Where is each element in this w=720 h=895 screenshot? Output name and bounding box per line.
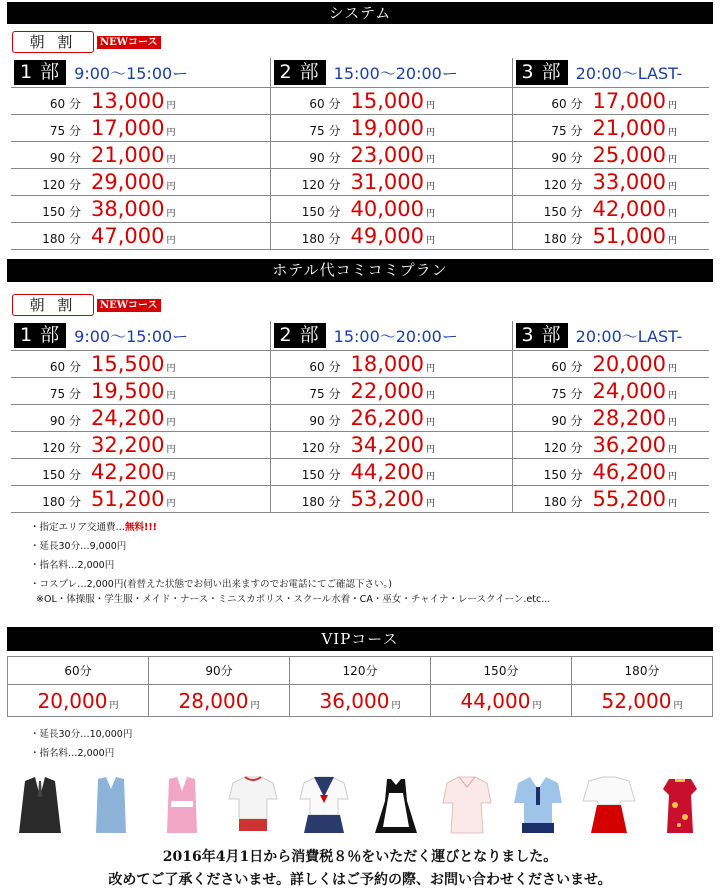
- yen-unit: 円: [425, 236, 435, 246]
- price-cell: [270, 115, 512, 142]
- price-value: 55,200: [592, 487, 666, 511]
- duration-label: 180 分: [42, 232, 81, 246]
- price-cell: [270, 405, 512, 432]
- vip-title: VIPコース: [7, 627, 713, 651]
- duration-label: 60 分: [49, 360, 81, 374]
- yen-unit: 円: [667, 128, 677, 138]
- new-course-badge: NEWコース: [97, 36, 161, 49]
- yen-unit: 円: [425, 155, 435, 165]
- time-slot-header: [11, 58, 270, 88]
- part-label: 1 部: [14, 60, 66, 85]
- duration-label: 90 分: [49, 151, 81, 165]
- table-row: [11, 115, 709, 142]
- price-cell: [270, 223, 512, 250]
- yen-unit: 円: [425, 472, 435, 482]
- price-value: 51,000: [592, 224, 666, 248]
- yen-unit: 円: [425, 445, 435, 455]
- price-cell: [512, 378, 709, 405]
- duration-label: 90 分: [551, 151, 583, 165]
- price-value: 44,000: [460, 688, 531, 713]
- price-cell: [270, 378, 512, 405]
- pink-uniform-icon: [152, 775, 212, 835]
- duration-label: 150 分: [543, 205, 583, 219]
- vip-price-cell: [290, 685, 431, 717]
- price-value: 40,000: [350, 197, 424, 221]
- table-row: [11, 459, 709, 486]
- price-value: 44,200: [350, 460, 424, 484]
- transport-note-text: ・指定エリア交通費…: [30, 522, 126, 533]
- duration-label: 150 分: [42, 468, 81, 482]
- yen-unit: 円: [166, 499, 176, 509]
- footer-tax-notice: 2016年4月1日から消費税８％をいただく運びとなりました。: [162, 849, 558, 865]
- price-cell: [11, 405, 270, 432]
- duration-label: 150 分: [42, 205, 81, 219]
- price-cell: [11, 115, 270, 142]
- price-cell: [512, 115, 709, 142]
- vip-price-cell: [572, 685, 713, 717]
- price-value: 33,000: [592, 170, 666, 194]
- yen-unit: 円: [166, 128, 176, 138]
- price-value: 51,200: [91, 487, 165, 511]
- duration-label: 180 分: [301, 495, 341, 509]
- yen-unit: 円: [667, 182, 677, 192]
- time-slot-header: [11, 321, 270, 351]
- transport-free-text: 無料!!!: [125, 522, 158, 533]
- price-cell: [512, 459, 709, 486]
- duration-label: 120 分: [543, 178, 583, 192]
- price-value: 47,000: [91, 224, 165, 248]
- price-value: 46,200: [592, 460, 666, 484]
- table-row: [11, 169, 709, 196]
- yen-unit: 円: [425, 391, 435, 401]
- price-cell: [512, 223, 709, 250]
- yen-unit: 円: [425, 364, 435, 374]
- footer-inquiry-notice: 改めてご了承くださいませ。詳しくはご予約の際、お問い合わせくださいませ。: [108, 872, 612, 888]
- duration-label: 150 分: [543, 468, 583, 482]
- duration-label: 90 分: [49, 414, 81, 428]
- price-value: 19,500: [91, 379, 165, 403]
- system-asa-header: [12, 31, 161, 53]
- table-row: [11, 432, 709, 459]
- yen-unit: 円: [109, 700, 119, 711]
- price-value: 31,000: [350, 170, 424, 194]
- vip-duration-cell: 180分: [572, 657, 713, 685]
- vip-duration-cell: 120分: [290, 657, 431, 685]
- yen-unit: 円: [667, 391, 677, 401]
- price-value: 15,500: [91, 352, 165, 376]
- yen-unit: 円: [166, 236, 176, 246]
- time-slot-header: [512, 321, 709, 351]
- price-value: 23,000: [350, 143, 424, 167]
- yen-unit: 円: [166, 101, 176, 111]
- yen-unit: 円: [166, 391, 176, 401]
- vip-price-cell: [431, 685, 572, 717]
- price-value: 21,000: [91, 143, 165, 167]
- yen-unit: 円: [532, 700, 542, 711]
- yen-unit: 円: [166, 209, 176, 219]
- asa-label: 朝 割: [12, 294, 94, 316]
- price-cell: [512, 169, 709, 196]
- vip-nomination-note: ・指名料…2,000円: [30, 748, 115, 759]
- extension-note: ・延長30分…9,000円: [30, 541, 127, 552]
- vip-extension-note: ・延長30分…10,000円: [30, 729, 133, 740]
- yen-unit: 円: [667, 209, 677, 219]
- price-value: 19,000: [350, 116, 424, 140]
- hours-label: 9:00〜15:00ー: [74, 327, 189, 346]
- vip-duration-cell: 150分: [431, 657, 572, 685]
- table-row: [11, 351, 709, 378]
- price-value: 17,000: [592, 89, 666, 113]
- yen-unit: 円: [673, 700, 683, 711]
- part-label: 3 部: [516, 60, 568, 85]
- price-cell: [512, 88, 709, 115]
- price-value: 17,000: [91, 116, 165, 140]
- duration-label: 75 分: [49, 387, 81, 401]
- price-cell: [11, 88, 270, 115]
- price-cell: [270, 196, 512, 223]
- duration-label: 90 分: [309, 151, 341, 165]
- duration-label: 75 分: [551, 387, 583, 401]
- price-value: 13,000: [91, 89, 165, 113]
- price-cell: [11, 196, 270, 223]
- price-cell: [512, 486, 709, 513]
- vip-duration-cell: 90分: [149, 657, 290, 685]
- system-price-table: [11, 58, 709, 250]
- price-value: 29,000: [91, 170, 165, 194]
- price-value: 26,200: [350, 406, 424, 430]
- price-cell: [512, 432, 709, 459]
- part-label: 2 部: [274, 60, 326, 85]
- price-value: 38,000: [91, 197, 165, 221]
- ol-uniform-icon: [81, 775, 141, 835]
- duration-label: 60 分: [49, 97, 81, 111]
- price-cell: [11, 486, 270, 513]
- price-value: 52,000: [601, 688, 672, 713]
- price-value: 24,200: [91, 406, 165, 430]
- price-cell: [270, 88, 512, 115]
- price-cell: [11, 432, 270, 459]
- time-slot-header: [270, 321, 512, 351]
- duration-label: 180 分: [543, 232, 583, 246]
- table-row: [11, 378, 709, 405]
- yen-unit: 円: [425, 209, 435, 219]
- price-value: 28,000: [178, 688, 249, 713]
- cosplay-list-note: ※OL・体操服・学生服・メイド・ナース・ミニスカポリス・スクール水着・CA・巫女・チャイナ・レースクイーン.etc...: [36, 594, 551, 605]
- price-cell: [11, 378, 270, 405]
- yen-unit: 円: [667, 445, 677, 455]
- price-cell: [270, 486, 512, 513]
- duration-label: 120 分: [42, 178, 81, 192]
- time-slot-header: [512, 58, 709, 88]
- yen-unit: 円: [425, 101, 435, 111]
- time-slot-header: [270, 58, 512, 88]
- yen-unit: 円: [391, 700, 401, 711]
- yen-unit: 円: [166, 418, 176, 428]
- price-value: 49,000: [350, 224, 424, 248]
- duration-label: 90 分: [551, 414, 583, 428]
- yen-unit: 円: [166, 445, 176, 455]
- vip-notes: [30, 728, 132, 762]
- yen-unit: 円: [166, 155, 176, 165]
- vip-duration-cell: 60分: [8, 657, 149, 685]
- duration-label: 60 分: [309, 97, 341, 111]
- price-value: 24,000: [592, 379, 666, 403]
- price-value: 20,000: [37, 688, 108, 713]
- price-value: 36,200: [592, 433, 666, 457]
- nomination-note: ・指名料…2,000円: [30, 560, 115, 571]
- price-value: 22,000: [350, 379, 424, 403]
- vip-price-cell: [149, 685, 290, 717]
- duration-label: 120 分: [301, 178, 341, 192]
- table-row: [11, 196, 709, 223]
- price-cell: [270, 142, 512, 169]
- duration-label: 75 分: [49, 124, 81, 138]
- part-label: 3 部: [516, 323, 568, 348]
- part-label: 1 部: [14, 323, 66, 348]
- price-cell: [512, 142, 709, 169]
- price-cell: [270, 351, 512, 378]
- price-value: 21,000: [592, 116, 666, 140]
- duration-label: 150 分: [301, 468, 341, 482]
- price-cell: [270, 432, 512, 459]
- duration-label: 60 分: [309, 360, 341, 374]
- vip-price-table: [7, 656, 713, 717]
- hotel-price-table: [11, 321, 709, 513]
- price-value: 36,000: [319, 688, 390, 713]
- yen-unit: 円: [667, 236, 677, 246]
- hours-label: 15:00〜20:00ー: [333, 327, 458, 346]
- price-cell: [270, 459, 512, 486]
- hours-label: 20:00〜LAST-: [575, 64, 683, 83]
- price-value: 53,200: [350, 487, 424, 511]
- yen-unit: 円: [425, 182, 435, 192]
- yen-unit: 円: [250, 700, 260, 711]
- duration-label: 75 分: [551, 124, 583, 138]
- yen-unit: 円: [667, 499, 677, 509]
- price-cell: [11, 459, 270, 486]
- china-dress-icon: [650, 775, 710, 835]
- duration-label: 60 分: [551, 360, 583, 374]
- price-value: 42,000: [592, 197, 666, 221]
- yen-unit: 円: [425, 499, 435, 509]
- yen-unit: 円: [667, 155, 677, 165]
- cosplay-note: ・コスプレ…2,000円(着替えた状態でお伺い出来ますのでお電話にてご確認下さい。): [30, 579, 392, 590]
- duration-label: 90 分: [309, 414, 341, 428]
- duration-label: 180 分: [543, 495, 583, 509]
- table-row: [11, 142, 709, 169]
- table-row: [11, 486, 709, 513]
- yen-unit: 円: [425, 128, 435, 138]
- yen-unit: 円: [166, 472, 176, 482]
- table-row: [11, 223, 709, 250]
- yen-unit: 円: [667, 472, 677, 482]
- maid-outfit-icon: [366, 775, 426, 835]
- nurse-uniform-icon: [437, 775, 497, 835]
- price-value: 25,000: [592, 143, 666, 167]
- hours-label: 20:00〜LAST-: [575, 327, 683, 346]
- yen-unit: 円: [667, 364, 677, 374]
- duration-label: 150 分: [301, 205, 341, 219]
- price-value: 15,000: [350, 89, 424, 113]
- yen-unit: 円: [667, 101, 677, 111]
- duration-label: 120 分: [42, 441, 81, 455]
- price-cell: [11, 351, 270, 378]
- price-cell: [11, 223, 270, 250]
- price-cell: [270, 169, 512, 196]
- duration-label: 120 分: [543, 441, 583, 455]
- hours-label: 9:00〜15:00ー: [74, 64, 189, 83]
- price-value: 18,000: [350, 352, 424, 376]
- vip-price-cell: [8, 685, 149, 717]
- system-title: システム: [7, 2, 713, 24]
- part-label: 2 部: [274, 323, 326, 348]
- duration-label: 75 分: [309, 124, 341, 138]
- price-value: 20,000: [592, 352, 666, 376]
- transport-note: [30, 521, 550, 536]
- duration-label: 180 分: [301, 232, 341, 246]
- price-cell: [512, 196, 709, 223]
- yen-unit: 円: [425, 418, 435, 428]
- yen-unit: 円: [166, 182, 176, 192]
- price-value: 34,200: [350, 433, 424, 457]
- table-row: [11, 88, 709, 115]
- price-cell: [11, 169, 270, 196]
- hotel-plan-title: ホテル代コミコミプラン: [7, 259, 713, 282]
- notes-block: [30, 521, 550, 608]
- table-row: [11, 405, 709, 432]
- duration-label: 75 分: [309, 387, 341, 401]
- yen-unit: 円: [667, 418, 677, 428]
- price-cell: [512, 351, 709, 378]
- price-cell: [512, 405, 709, 432]
- duration-label: 120 分: [301, 441, 341, 455]
- hours-label: 15:00〜20:00ー: [333, 64, 458, 83]
- police-uniform-icon: [508, 775, 568, 835]
- price-cell: [11, 142, 270, 169]
- gym-uniform-icon: [223, 775, 283, 835]
- price-value: 28,200: [592, 406, 666, 430]
- duration-label: 60 分: [551, 97, 583, 111]
- price-value: 42,200: [91, 460, 165, 484]
- sailor-uniform-icon: [294, 775, 354, 835]
- new-course-badge: NEWコース: [97, 299, 161, 312]
- asa-label: 朝 割: [12, 31, 94, 53]
- duration-label: 180 分: [42, 495, 81, 509]
- hotel-asa-header: [12, 294, 161, 316]
- yen-unit: 円: [166, 364, 176, 374]
- shrine-maiden-icon: [579, 775, 639, 835]
- costume-gallery: [10, 773, 710, 835]
- business-suit-icon: [10, 775, 70, 835]
- price-value: 32,200: [91, 433, 165, 457]
